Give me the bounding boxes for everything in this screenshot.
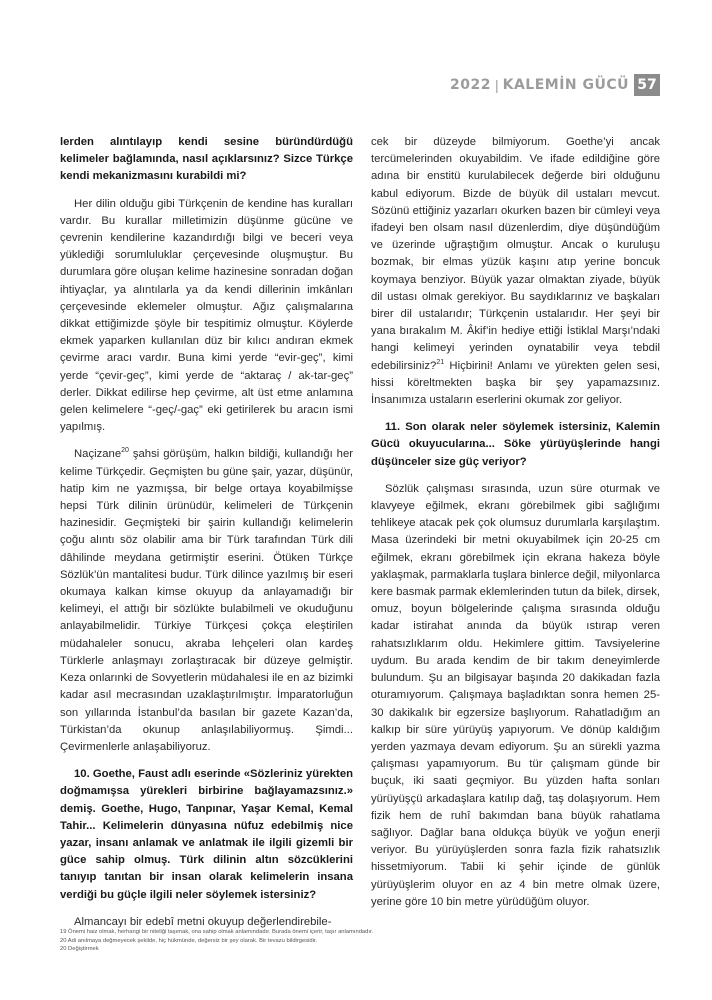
header-separator: | <box>494 77 499 93</box>
answer-paragraph-4 <box>371 134 660 409</box>
question-9-continuation: lerden alıntılayıp kendi sesine büründürdüğü kelimeler bağlamında, nasıl açıklarsınız? Sizce Türkçe kendi mekanizmasını kurabildi mi? <box>60 136 353 183</box>
answer-paragraph-2-rest: şahsi görüşüm, halkın bildiği, kullandığı her kelime Türkçedir. Geçmişten bu güne şair, yazar, düşünür, hatip kim ne yazmışsa, bir belge ortaya koyabilmişse hepsi Türk dilinin ürünüdür, kelimeleri de Türkçenin hazinesidir. Geçmişteki bir şairin kullandığı kelimelerin çoğu alıntı söz olabilir ama bir Türk tarafından Türk dili dâhilinde meydana getirmiştir eserini. Ötüken Türkçe Sözlük’ün mantalitesi budur. Türk dilince yazılmış bir eseri okumaya kalkan kimse okuyup da anlayamadığı bir kelimeyi, el attığı bir sözlükte bulabilmeli ve okuduğunu anlayabilmelidir. Türkiye Türkçesi çokça eleştirilen müdahaleler sonucu, akraba lehçeleri olan kardeş Türklerle anlaşmayı zorlaştıracak bir düzeye gelmiştir. Keza onlarınki de Sovyetlerin müdahalesi ile en az bizimki kadar asıl mecrasından uzaklaştırılmıştır. İmparatorluğun son yıllarında İstanbul’da basılan bir gazete Kazan’da, Türkistan’da okunup anlaşılabiliyormuş. Şimdi... Çevirmenlerle anlaşabiliyoruz. <box>60 448 353 753</box>
answer-paragraph-1: Her dilin olduğu gibi Türkçenin de kendine has kuralları vardır. Bu kurallar milletimizin düşünme gücüne ve çevrenin kendilerine kazandırdığı bilgi ve beceri veya yüklediği sorumluluklar çerçevesinde oluşmuştur. Bu durumlara göre oluşan kelime hazinesine sonradan doğan ihtiyaçlar, ya alıntılarla ya da kendi dillerinin imkânları çerçevesinde eklemeler olmuştur. Ağız çalışmalarına dikkat ettiğimizde şöyle bir tespitimiz olmuştur. Köylerde ekmek yaparken kullanılan düz bir kılıcı andıran ekmek çevirme aracı vardır. Buna kimi yerde “evir-geç”, kimi yerde “çevir-geç”, kimi yerde de “aktaraç / ak-tar-geç” derler. Dikkat edilirse hep çevirme, alt üst etme anlamına gelen kelimelere “-geç/-gaç” eki getirilerek bu aracın ismi yapılmış. <box>60 197 353 434</box>
header-year: 2022 <box>449 77 491 93</box>
question-10: 10. Goethe, Faust adlı eserinde «Sözleriniz yürekten doğmamışsa yürekleri birbirine bağlayamazsınız.» demiş. Goethe, Hugo, Tanpınar, Yaşar Kemal, Kemal Tahir... Kelimelerin dünyasına nüfuz edebilmiş nice yazar, insanı anlamak ve anlatmak ile ilgili gizemli bir güce sahip olmuş. Türk dilinin altın sözcüklerini tanıyıp tanıtan bir insan olarak kelimelerin insana verdiği bu güçle ilgili neler söylemek istersiniz? <box>60 768 353 901</box>
answer-paragraph-2 <box>60 446 353 756</box>
footnote: 19 Önemi haiz olmak, herhangi bir niteliği taşımak, ona sahip olmak anlamındadır. Burada önemi içerir, taşır anlamındadır. <box>60 929 374 935</box>
page-number: 57 <box>634 74 660 96</box>
footnotes <box>60 928 660 954</box>
answer-paragraph-4-rest: Hiçbirini! Anlamı ve yürekten gelen sesi, hissi köreltmekten başka bir şey yapamazsınız. İnsanımıza ustaların eserlerini okumak zor geliyor. <box>371 359 660 407</box>
answer-paragraph-2-start: Naçizane <box>74 448 122 461</box>
footnote: 20 Değiştirmek <box>60 946 99 953</box>
question-11: 11. Son olarak neler söylemek istersiniz, Kalemin Gücü okuyucularına... Söke yürüyüşlerinde hangi düşünceler size güç veriyor? <box>371 421 660 468</box>
footnote-ref-21: 21 <box>436 358 445 366</box>
left-column <box>60 134 353 941</box>
footnote: 20 Adi anılmaya değmeyecek şekilde, hiç hükmünde, değersiz bir şey olarak. Bir tevazu bildirgesidir. <box>60 937 318 944</box>
footnote-ref-20: 20 <box>121 447 129 455</box>
header-title: KALEMİN GÜCÜ <box>502 77 629 93</box>
page-header <box>450 74 660 96</box>
answer-paragraph-3: Almancayı bir edebî metni okuyup değerlendirebile- <box>74 915 332 928</box>
answer-paragraph-4-start: cek bir düzeyde bilmiyorum. Goethe’yi ancak tercümelerinden okuyabildim. Ve ifade edildiğine göre adına bir enstitü kurulabilecek değerde biri olduğunu kabul ediyorum. Bizde de büyük dil ustaları mevcut. Sözünü ettiğiniz yazarları okurken bazen bir cümleyi veya ifadeyi ben olsam nasıl düzenlerdim, diye düşündüğüm ve üzerinde uğraştığım olmuştur. Ancak o kuruluşu bozmak, bir elmas yüzük kaşını atıp yerine boncuk koymaya benziyor. Büyük yazar olmaktan ziyade, büyük dil ustası olmak gerekiyor. Bu saydıklarınız ve başkaları birer dil ustalarıdır; Türkçenin ustalarıdır. Her şeyi bir yana bırakalım M. Âkif’in hediye ettiği İstiklal Marşı’ndaki hangi kelimeyi yerinden oynatabilir veya tebdil edebilirsiniz? <box>371 136 660 372</box>
answer-paragraph-5: Sözlük çalışması sırasında, uzun süre oturmak ve klavyeye eğilmek, ekranı görebilmek gibi sağlığımı tehlikeye atacak pek çok olumsuz durumlarla karşılaştım. Masa üzerindeki bir metni okuyabilmek için 20-25 cm eğilmek, ekranı görebilmek için ekrana hakeza böyle yaklaşmak, parmaklarla tuşlara binlerce değil, milyonlarca kere basmak parmak eklemlerinden tutun da bilek, dirsek, omuz, boyun bölgelerinde çalışma sırasında olduğu kadar istirahat anında da büyük ıstırap veren rahatsızlıklarım oldu. Hekimlere gittim. Tavsiyelerine uydum. Bu arada kendim de bir takım deneyimlerde bulundum. Şu an bilgisayar başında 20 dakikadan fazla oturamıyorum. Çalışmaya başladıktan sonra hemen 25-30 dakikalık bir egzersize başlıyorum. Rahatladığım an kalkıp bir süre yürüyüş yapıyorum. Ve dönüp kaldığım yerden yazmaya devam ediyorum. Şu an sürekli yazma çalışması yapamıyorum. Bu tür çalışmam günde bir buçuk, iki saati geçmiyor. Bu yüzden hafta sonları yürüyüşçü arkadaşlara katılıp dağ, taş dolaşıyorum. Hem fizik hem de ruhî bakımdan bana büyük rahatlama sağlıyor. Dağlar bana oldukça büyük ve yoğun enerji veriyor. Bu yürüyüşlerden sonra fazla fizik rahatsızlık hissetmiyorum. Tabii ki şehir içinde de günlük yürüyüşlerim oluyor en az 4 bin metre olmak üzere, yerine göre 10 bin metre yürüdüğüm oluyor. <box>371 482 660 908</box>
right-column <box>371 134 660 921</box>
